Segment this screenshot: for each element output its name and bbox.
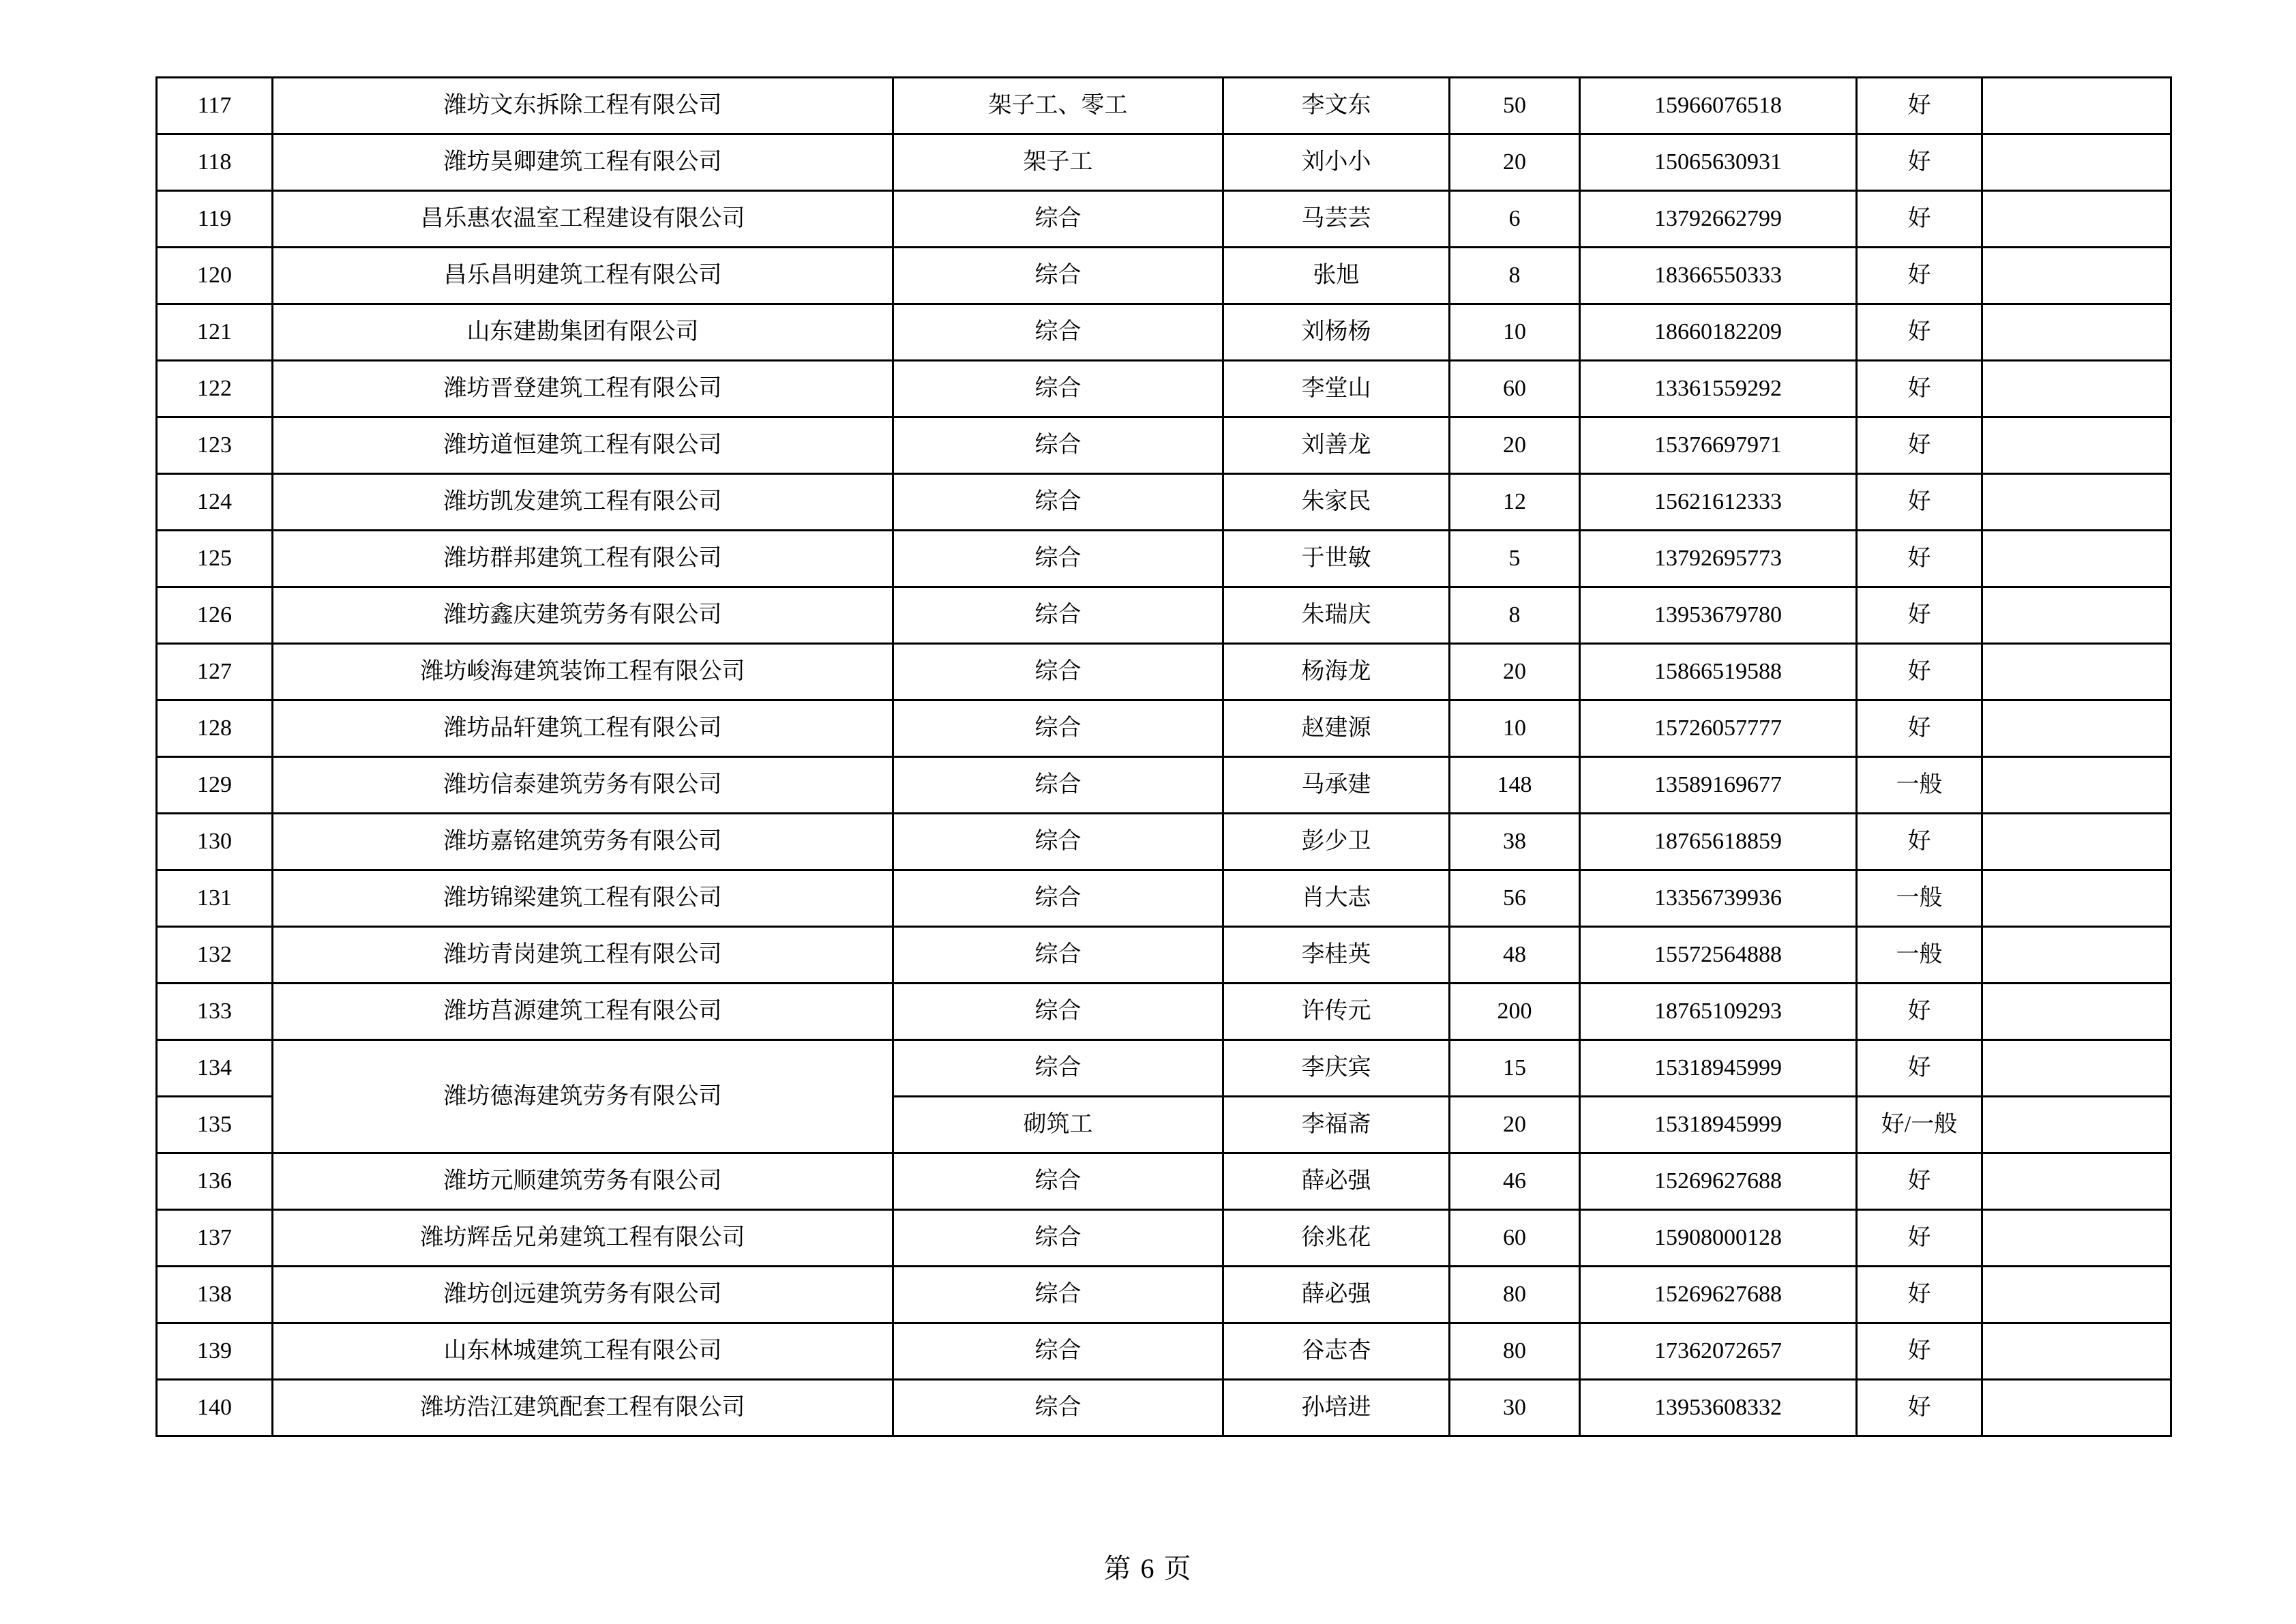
- rating-cell: 好: [1857, 587, 1982, 644]
- contact-person-cell: 谷志杏: [1223, 1323, 1450, 1380]
- remarks-cell: [1982, 1380, 2171, 1436]
- remarks-cell: [1982, 531, 2171, 587]
- table-row: [157, 1210, 2171, 1267]
- row-number-cell: 120: [157, 248, 273, 304]
- rating-cell: 好: [1857, 474, 1982, 531]
- trade-cell: 架子工: [893, 134, 1223, 191]
- row-number-cell: 139: [157, 1323, 273, 1380]
- phone-number-cell: 15866519588: [1580, 644, 1857, 700]
- company-name-cell: 潍坊昊卿建筑工程有限公司: [273, 134, 893, 191]
- rating-cell: 好: [1857, 361, 1982, 417]
- phone-number-cell: 18765109293: [1580, 984, 1857, 1040]
- phone-number-cell: 13953608332: [1580, 1380, 1857, 1436]
- rating-cell: 好: [1857, 1040, 1982, 1097]
- worker-count-cell: 50: [1450, 78, 1580, 134]
- row-number-cell: 130: [157, 814, 273, 870]
- table-row: [157, 1040, 2171, 1097]
- worker-count-cell: 30: [1450, 1380, 1580, 1436]
- table-row: [157, 700, 2171, 757]
- rating-cell: 好/一般: [1857, 1097, 1982, 1153]
- table-row: [157, 78, 2171, 134]
- table-row: [157, 984, 2171, 1040]
- worker-count-cell: 48: [1450, 927, 1580, 984]
- table-row: [157, 361, 2171, 417]
- contact-person-cell: 马芸芸: [1223, 191, 1450, 248]
- remarks-cell: [1982, 191, 2171, 248]
- contact-person-cell: 肖大志: [1223, 870, 1450, 927]
- contact-person-cell: 李文东: [1223, 78, 1450, 134]
- table-row: [157, 870, 2171, 927]
- rating-cell: 一般: [1857, 870, 1982, 927]
- rating-cell: 好: [1857, 78, 1982, 134]
- rating-cell: 好: [1857, 417, 1982, 474]
- company-name-cell: 潍坊凯发建筑工程有限公司: [273, 474, 893, 531]
- worker-count-cell: 20: [1450, 134, 1580, 191]
- remarks-cell: [1982, 361, 2171, 417]
- table-body: [157, 78, 2171, 1436]
- worker-count-cell: 20: [1450, 644, 1580, 700]
- row-number-cell: 123: [157, 417, 273, 474]
- contact-person-cell: 李庆宾: [1223, 1040, 1450, 1097]
- row-number-cell: 129: [157, 757, 273, 814]
- company-name-cell: 山东建勘集团有限公司: [273, 304, 893, 361]
- rating-cell: 好: [1857, 1153, 1982, 1210]
- trade-cell: 架子工、零工: [893, 78, 1223, 134]
- remarks-cell: [1982, 474, 2171, 531]
- rating-cell: 好: [1857, 814, 1982, 870]
- remarks-cell: [1982, 78, 2171, 134]
- worker-count-cell: 6: [1450, 191, 1580, 248]
- worker-count-cell: 60: [1450, 1210, 1580, 1267]
- row-number-cell: 140: [157, 1380, 273, 1436]
- contact-person-cell: 朱瑞庆: [1223, 587, 1450, 644]
- rating-cell: 好: [1857, 304, 1982, 361]
- rating-cell: 好: [1857, 248, 1982, 304]
- row-number-cell: 131: [157, 870, 273, 927]
- contractor-table: [155, 76, 2172, 1437]
- trade-cell: 综合: [893, 361, 1223, 417]
- phone-number-cell: 18765618859: [1580, 814, 1857, 870]
- phone-number-cell: 13361559292: [1580, 361, 1857, 417]
- row-number-cell: 128: [157, 700, 273, 757]
- table-row: [157, 134, 2171, 191]
- row-number-cell: 118: [157, 134, 273, 191]
- worker-count-cell: 38: [1450, 814, 1580, 870]
- trade-cell: 综合: [893, 984, 1223, 1040]
- worker-count-cell: 15: [1450, 1040, 1580, 1097]
- row-number-cell: 117: [157, 78, 273, 134]
- trade-cell: 综合: [893, 1267, 1223, 1323]
- trade-cell: 综合: [893, 1380, 1223, 1436]
- table-row: [157, 1380, 2171, 1436]
- table-row: [157, 1267, 2171, 1323]
- row-number-cell: 119: [157, 191, 273, 248]
- trade-cell: 综合: [893, 417, 1223, 474]
- phone-number-cell: 13589169677: [1580, 757, 1857, 814]
- phone-number-cell: 18660182209: [1580, 304, 1857, 361]
- trade-cell: 综合: [893, 474, 1223, 531]
- worker-count-cell: 8: [1450, 248, 1580, 304]
- rating-cell: 好: [1857, 644, 1982, 700]
- trade-cell: 砌筑工: [893, 1097, 1223, 1153]
- worker-count-cell: 200: [1450, 984, 1580, 1040]
- table-row: [157, 191, 2171, 248]
- company-name-cell: 潍坊道恒建筑工程有限公司: [273, 417, 893, 474]
- table-row: [157, 814, 2171, 870]
- contact-person-cell: 徐兆花: [1223, 1210, 1450, 1267]
- trade-cell: 综合: [893, 1040, 1223, 1097]
- phone-number-cell: 15376697971: [1580, 417, 1857, 474]
- remarks-cell: [1982, 1210, 2171, 1267]
- row-number-cell: 122: [157, 361, 273, 417]
- worker-count-cell: 60: [1450, 361, 1580, 417]
- table-row: [157, 644, 2171, 700]
- trade-cell: 综合: [893, 248, 1223, 304]
- rating-cell: 好: [1857, 700, 1982, 757]
- row-number-cell: 125: [157, 531, 273, 587]
- table-row: [157, 248, 2171, 304]
- phone-number-cell: 15269627688: [1580, 1153, 1857, 1210]
- contact-person-cell: 李堂山: [1223, 361, 1450, 417]
- contact-person-cell: 刘小小: [1223, 134, 1450, 191]
- company-name-cell: 潍坊辉岳兄弟建筑工程有限公司: [273, 1210, 893, 1267]
- company-name-cell: 潍坊莒源建筑工程有限公司: [273, 984, 893, 1040]
- table-row: [157, 587, 2171, 644]
- rating-cell: 好: [1857, 531, 1982, 587]
- row-number-cell: 134: [157, 1040, 273, 1097]
- remarks-cell: [1982, 1153, 2171, 1210]
- worker-count-cell: 80: [1450, 1323, 1580, 1380]
- remarks-cell: [1982, 417, 2171, 474]
- company-name-cell: 潍坊文东拆除工程有限公司: [273, 78, 893, 134]
- phone-number-cell: 18366550333: [1580, 248, 1857, 304]
- remarks-cell: [1982, 927, 2171, 984]
- row-number-cell: 127: [157, 644, 273, 700]
- rating-cell: 一般: [1857, 927, 1982, 984]
- phone-number-cell: 13356739936: [1580, 870, 1857, 927]
- rating-cell: 好: [1857, 134, 1982, 191]
- contact-person-cell: 孙培进: [1223, 1380, 1450, 1436]
- table-row: [157, 1153, 2171, 1210]
- phone-number-cell: 13953679780: [1580, 587, 1857, 644]
- row-number-cell: 133: [157, 984, 273, 1040]
- row-number-cell: 137: [157, 1210, 273, 1267]
- remarks-cell: [1982, 1267, 2171, 1323]
- phone-number-cell: 15726057777: [1580, 700, 1857, 757]
- company-name-cell: 山东林城建筑工程有限公司: [273, 1323, 893, 1380]
- worker-count-cell: 56: [1450, 870, 1580, 927]
- trade-cell: 综合: [893, 1153, 1223, 1210]
- remarks-cell: [1982, 1097, 2171, 1153]
- company-name-cell: 潍坊峻海建筑装饰工程有限公司: [273, 644, 893, 700]
- row-number-cell: 136: [157, 1153, 273, 1210]
- company-name-cell: 潍坊德海建筑劳务有限公司: [273, 1040, 893, 1153]
- remarks-cell: [1982, 757, 2171, 814]
- company-name-cell: 潍坊信泰建筑劳务有限公司: [273, 757, 893, 814]
- page-number: 第 6 页: [1103, 1553, 1193, 1584]
- worker-count-cell: 12: [1450, 474, 1580, 531]
- company-name-cell: 潍坊青岗建筑工程有限公司: [273, 927, 893, 984]
- contact-person-cell: 杨海龙: [1223, 644, 1450, 700]
- company-name-cell: 潍坊群邦建筑工程有限公司: [273, 531, 893, 587]
- worker-count-cell: 148: [1450, 757, 1580, 814]
- table-row: [157, 474, 2171, 531]
- contact-person-cell: 于世敏: [1223, 531, 1450, 587]
- remarks-cell: [1982, 644, 2171, 700]
- phone-number-cell: 15318945999: [1580, 1097, 1857, 1153]
- trade-cell: 综合: [893, 644, 1223, 700]
- rating-cell: 好: [1857, 1380, 1982, 1436]
- phone-number-cell: 15908000128: [1580, 1210, 1857, 1267]
- contact-person-cell: 赵建源: [1223, 700, 1450, 757]
- company-name-cell: 昌乐昌明建筑工程有限公司: [273, 248, 893, 304]
- phone-number-cell: 15065630931: [1580, 134, 1857, 191]
- contact-person-cell: 许传元: [1223, 984, 1450, 1040]
- trade-cell: 综合: [893, 927, 1223, 984]
- table-row: [157, 757, 2171, 814]
- company-name-cell: 潍坊浩江建筑配套工程有限公司: [273, 1380, 893, 1436]
- table-row: [157, 927, 2171, 984]
- contact-person-cell: 刘善龙: [1223, 417, 1450, 474]
- worker-count-cell: 10: [1450, 700, 1580, 757]
- phone-number-cell: 15966076518: [1580, 78, 1857, 134]
- remarks-cell: [1982, 700, 2171, 757]
- phone-number-cell: 13792695773: [1580, 531, 1857, 587]
- table-row: [157, 1323, 2171, 1380]
- contact-person-cell: 薛必强: [1223, 1153, 1450, 1210]
- row-number-cell: 132: [157, 927, 273, 984]
- trade-cell: 综合: [893, 757, 1223, 814]
- worker-count-cell: 10: [1450, 304, 1580, 361]
- row-number-cell: 124: [157, 474, 273, 531]
- worker-count-cell: 8: [1450, 587, 1580, 644]
- remarks-cell: [1982, 304, 2171, 361]
- company-name-cell: 潍坊锦梁建筑工程有限公司: [273, 870, 893, 927]
- phone-number-cell: 13792662799: [1580, 191, 1857, 248]
- phone-number-cell: 15269627688: [1580, 1267, 1857, 1323]
- trade-cell: 综合: [893, 1210, 1223, 1267]
- trade-cell: 综合: [893, 1323, 1223, 1380]
- trade-cell: 综合: [893, 814, 1223, 870]
- row-number-cell: 121: [157, 304, 273, 361]
- remarks-cell: [1982, 814, 2171, 870]
- trade-cell: 综合: [893, 191, 1223, 248]
- remarks-cell: [1982, 587, 2171, 644]
- row-number-cell: 138: [157, 1267, 273, 1323]
- phone-number-cell: 15621612333: [1580, 474, 1857, 531]
- company-name-cell: 潍坊元顺建筑劳务有限公司: [273, 1153, 893, 1210]
- contact-person-cell: 张旭: [1223, 248, 1450, 304]
- contact-person-cell: 李桂英: [1223, 927, 1450, 984]
- company-name-cell: 潍坊嘉铭建筑劳务有限公司: [273, 814, 893, 870]
- rating-cell: 好: [1857, 1323, 1982, 1380]
- rating-cell: 好: [1857, 1267, 1982, 1323]
- contact-person-cell: 朱家民: [1223, 474, 1450, 531]
- worker-count-cell: 20: [1450, 417, 1580, 474]
- trade-cell: 综合: [893, 304, 1223, 361]
- contact-person-cell: 彭少卫: [1223, 814, 1450, 870]
- trade-cell: 综合: [893, 587, 1223, 644]
- table-row: [157, 417, 2171, 474]
- trade-cell: 综合: [893, 531, 1223, 587]
- contact-person-cell: 马承建: [1223, 757, 1450, 814]
- worker-count-cell: 5: [1450, 531, 1580, 587]
- company-name-cell: 潍坊创远建筑劳务有限公司: [273, 1267, 893, 1323]
- phone-number-cell: 15572564888: [1580, 927, 1857, 984]
- remarks-cell: [1982, 248, 2171, 304]
- rating-cell: 好: [1857, 984, 1982, 1040]
- contact-person-cell: 李福斋: [1223, 1097, 1450, 1153]
- worker-count-cell: 46: [1450, 1153, 1580, 1210]
- phone-number-cell: 17362072657: [1580, 1323, 1857, 1380]
- remarks-cell: [1982, 870, 2171, 927]
- phone-number-cell: 15318945999: [1580, 1040, 1857, 1097]
- company-name-cell: 潍坊鑫庆建筑劳务有限公司: [273, 587, 893, 644]
- trade-cell: 综合: [893, 700, 1223, 757]
- rating-cell: 好: [1857, 1210, 1982, 1267]
- rating-cell: 一般: [1857, 757, 1982, 814]
- remarks-cell: [1982, 984, 2171, 1040]
- worker-count-cell: 80: [1450, 1267, 1580, 1323]
- row-number-cell: 135: [157, 1097, 273, 1153]
- company-name-cell: 潍坊晋登建筑工程有限公司: [273, 361, 893, 417]
- remarks-cell: [1982, 1323, 2171, 1380]
- worker-count-cell: 20: [1450, 1097, 1580, 1153]
- trade-cell: 综合: [893, 870, 1223, 927]
- table-row: [157, 304, 2171, 361]
- remarks-cell: [1982, 1040, 2171, 1097]
- company-name-cell: 昌乐惠农温室工程建设有限公司: [273, 191, 893, 248]
- rating-cell: 好: [1857, 191, 1982, 248]
- row-number-cell: 126: [157, 587, 273, 644]
- contact-person-cell: 刘杨杨: [1223, 304, 1450, 361]
- remarks-cell: [1982, 134, 2171, 191]
- table-row: [157, 531, 2171, 587]
- company-name-cell: 潍坊品轩建筑工程有限公司: [273, 700, 893, 757]
- contact-person-cell: 薛必强: [1223, 1267, 1450, 1323]
